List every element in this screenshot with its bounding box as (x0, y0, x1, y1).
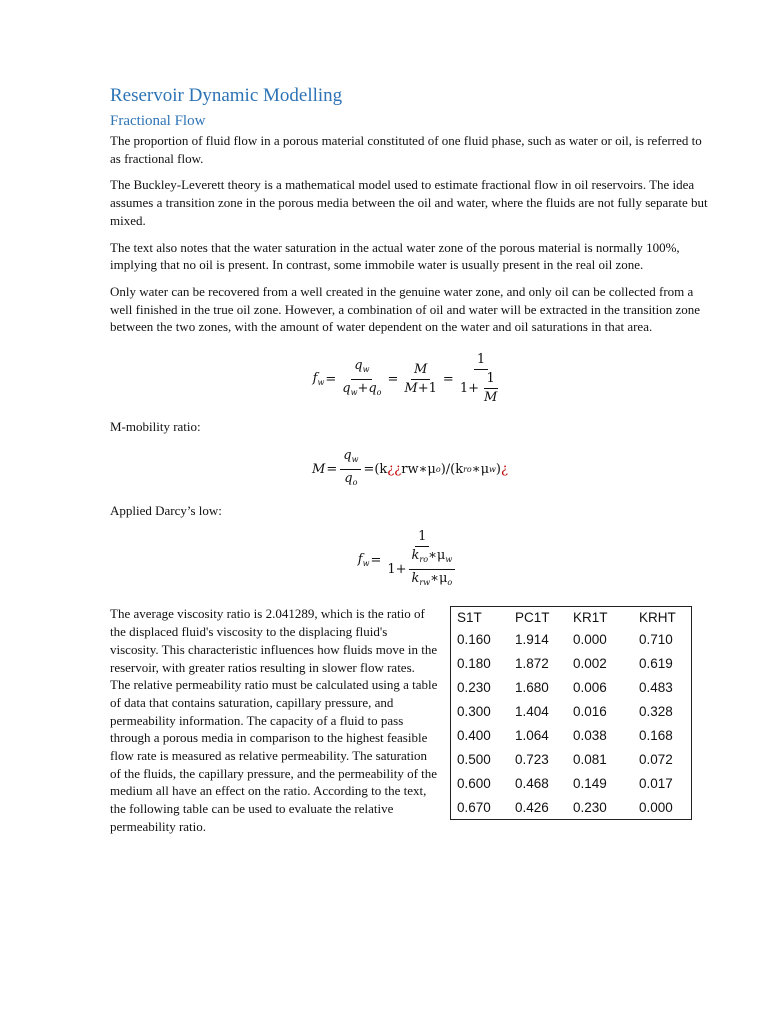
table-row (451, 795, 692, 820)
table-cell: 0.468 (515, 775, 549, 791)
section-heading: Fractional Flow (110, 113, 206, 129)
table-cell: 0.400 (457, 727, 491, 743)
table-cell: 0.081 (573, 751, 607, 767)
table-cell: 0.670 (457, 799, 491, 815)
table-cell: 0.328 (639, 703, 673, 719)
table-cell: 1.680 (515, 679, 549, 695)
column-header: S1T (457, 609, 482, 625)
table-cell: 0.017 (639, 775, 673, 791)
table-cell: 0.072 (639, 751, 673, 767)
table-cell: 0.006 (573, 679, 607, 695)
paragraph: The text also notes that the water saturation in the actual water zone of the porous material is normally 100%, implying that no oil is present. In contrast, some immobile water is usually present in the real oil zone. (110, 239, 680, 273)
permeability-table (450, 606, 692, 820)
table-cell: 0.300 (457, 703, 491, 719)
mobility-ratio-equation: M = $\frac{q_w}{q_o}$ =(k ¿¿ rw∗μ o )/(k ro ∗ μ w ) ¿ (312, 448, 508, 488)
table-row (451, 675, 692, 699)
table-cell: 0.710 (639, 631, 673, 647)
table-row (451, 771, 692, 795)
document-body (110, 84, 710, 836)
table-row (451, 627, 692, 651)
table-cell: 1.872 (515, 655, 549, 671)
table-cell: 0.723 (515, 751, 549, 767)
bottom-section (110, 605, 710, 835)
table-cell: 0.230 (457, 679, 491, 695)
column-header: KRHT (639, 609, 676, 625)
table-cell: 0.000 (573, 631, 607, 647)
table-row (451, 747, 692, 771)
table-cell: 1.064 (515, 727, 549, 743)
table-cell: 0.168 (639, 727, 673, 743)
table-cell: 0.149 (573, 775, 607, 791)
table-row (451, 651, 692, 675)
table-cell: 0.483 (639, 679, 673, 695)
table-cell: 0.038 (573, 727, 607, 743)
table-cell: 0.002 (573, 655, 607, 671)
mobility-label: M-mobility ratio: (110, 419, 201, 435)
page-title: Reservoir Dynamic Modelling (110, 85, 343, 106)
table-cell: 0.230 (573, 799, 607, 815)
table-row (451, 723, 692, 747)
column-header: KR1T (573, 609, 608, 625)
table-cell: 0.000 (639, 799, 673, 815)
paragraph: Only water can be recovered from a well created in the genuine water zone, and only oil can be collected from a well finished in the true oil zone. However, a combination of oil and water will be extracted in the transition zone between the two zones, with the amount of water dependent on the water and oil saturations in that area. (110, 283, 701, 335)
table-cell: 0.600 (457, 775, 491, 791)
paragraph: The proportion of fluid flow in a porous material constituted of one fluid phase, such as water or oil, is referred to as fractional flow. (110, 133, 702, 166)
column-header: PC1T (515, 609, 550, 625)
table-cell: 0.500 (457, 751, 491, 767)
darcy-equation: $f_w$ = 1 1 + $\frac{k_{ro}∗\mu_w}{k_{rw}∗\mu_o}$ (110, 527, 710, 593)
paragraph: The Buckley-Leverett theory is a mathematical model used to estimate fractional flow in oil reservoirs. The idea assumes a transition zone in the porous media between the oil and water, where the fluids are not fully separate but mixed. (110, 177, 708, 228)
table-cell: 0.016 (573, 703, 607, 719)
darcy-label: Applied Darcy’s low: (110, 502, 222, 518)
table-cell: 0.160 (457, 631, 491, 647)
table-cell: 1.404 (515, 703, 549, 719)
table-cell: 1.914 (515, 631, 549, 647)
table-cell: 0.426 (515, 799, 549, 815)
table-header-row (451, 607, 692, 628)
table-cell: 0.619 (639, 655, 673, 671)
table-row (451, 699, 692, 723)
viscosity-paragraph: The average viscosity ratio is 2.041289, which is the ratio of the displaced fluid's viscosity to the displacing fluid's viscosity. This characteristic influences how fluids move in the reservoir, with greater ratios resulting in slower flow rates. The relative permeability ratio must be calculated using a table of data that contains saturation, capillary pressure, and permeability information. The capacity of a fluid to pass through a porous media in comparison to the highest feasible flow rate is measured as relative permeability. The saturation of the fluids, the capillary pressure, and the permeability of the medium all have an effect on the ratio. According to the text, the following table can be used to evaluate the relative permeability ratio. (110, 606, 438, 834)
table-cell: 0.180 (457, 655, 491, 671)
fractional-flow-equation: $f_w$ = $\frac{q_w}{q_w+q_o}$ = $\frac{M}{M+1}$ = 1 1 + $\frac{1}{M}$ (312, 352, 498, 406)
